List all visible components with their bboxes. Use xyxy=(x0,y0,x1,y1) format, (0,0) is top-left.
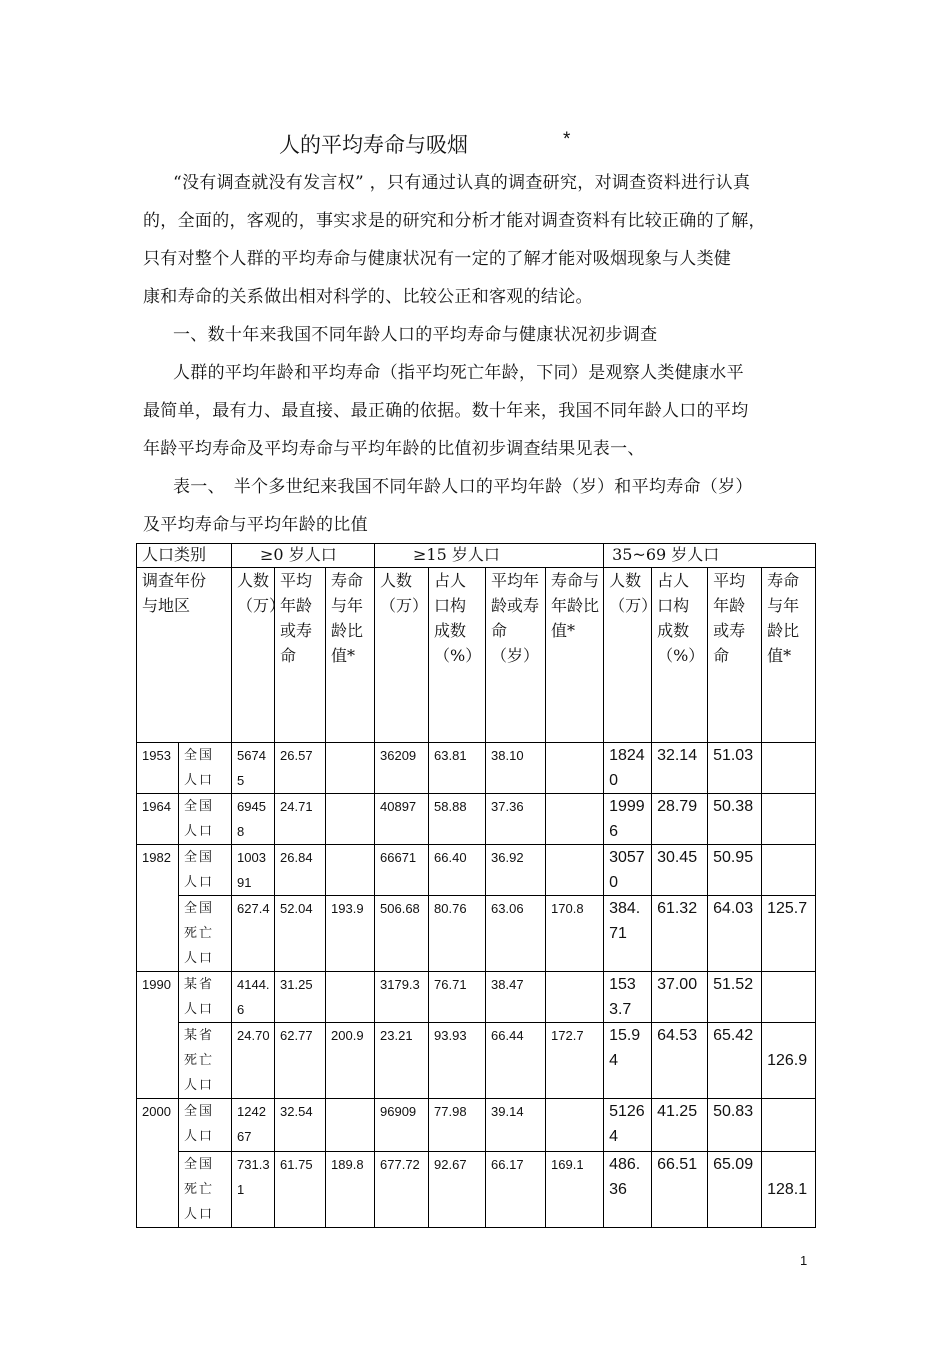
cell: 124267 xyxy=(232,1099,275,1152)
cell: 65.09 xyxy=(708,1152,762,1228)
cell: 61.32 xyxy=(652,896,708,972)
cell: 126.9 xyxy=(762,1023,816,1099)
cell xyxy=(546,972,604,1023)
cell: 170.8 xyxy=(546,896,604,972)
header-g35-ratio: 寿命与年龄比值* xyxy=(762,568,816,743)
header-g35-share: 占人口构成数（%） xyxy=(652,568,708,743)
table-caption xyxy=(143,468,753,544)
cell xyxy=(326,794,375,845)
cell: 200.9 xyxy=(326,1023,375,1099)
cell: 52.04 xyxy=(275,896,326,972)
header-g15-count: 人数（万） xyxy=(375,568,429,743)
header-g15-avg-age: 平均年龄或寿命（岁） xyxy=(486,568,546,743)
cell: 30570 xyxy=(604,845,652,896)
cell: 100391 xyxy=(232,845,275,896)
row-region: 某省死亡人口 xyxy=(179,1023,232,1099)
doc-title: 人的平均寿命与吸烟 xyxy=(279,133,468,157)
cell: 28.79 xyxy=(652,794,708,845)
intro-line-3: 只有对整个人群的平均寿命与健康状况有一定的了解才能对吸烟现象与人类健 xyxy=(143,249,732,269)
cell: 41.25 xyxy=(652,1099,708,1152)
cell xyxy=(762,845,816,896)
header-g0-ratio: 寿命与年龄比值* xyxy=(326,568,375,743)
cell: 26.84 xyxy=(275,845,326,896)
intro-line-1: “没有调查就没有发言权” ，只有通过认真的调查研究，对调查资料进行认真 xyxy=(173,173,751,193)
row-region: 全国人口 xyxy=(179,1099,232,1152)
cell: 172.7 xyxy=(546,1023,604,1099)
table-row xyxy=(137,845,816,896)
table-row xyxy=(137,972,816,1023)
cell: 64.53 xyxy=(652,1023,708,1099)
title-footnote-mark: * xyxy=(563,129,571,150)
table-row xyxy=(137,1152,816,1228)
table-row xyxy=(137,743,816,794)
cell: 39.14 xyxy=(486,1099,546,1152)
cell: 36.92 xyxy=(486,845,546,896)
cell: 66.40 xyxy=(429,845,486,896)
data-table xyxy=(136,543,816,1228)
cell: 31.25 xyxy=(275,972,326,1023)
header-group-35: 35~69 岁人口 xyxy=(604,544,816,568)
table-row xyxy=(137,794,816,845)
cell: 51.52 xyxy=(708,972,762,1023)
cell: 66.51 xyxy=(652,1152,708,1228)
cell xyxy=(326,1099,375,1152)
row-region: 某省人口 xyxy=(179,972,232,1023)
cell: 24.71 xyxy=(275,794,326,845)
body-line-2: 最简单，最有力、最直接、最正确的依据。数十年来，我国不同年龄人口的平均 xyxy=(143,401,749,421)
cell: 51264 xyxy=(604,1099,652,1152)
cell: 64.03 xyxy=(708,896,762,972)
cell: 3179.3 xyxy=(375,972,429,1023)
cell: 58.88 xyxy=(429,794,486,845)
row-year: 1964 xyxy=(137,794,179,845)
cell: 189.8 xyxy=(326,1152,375,1228)
cell: 77.98 xyxy=(429,1099,486,1152)
cell xyxy=(762,1099,816,1152)
header-g0-avg-age: 平均年龄或寿命 xyxy=(275,568,326,743)
cell: 731.31 xyxy=(232,1152,275,1228)
cell: 384.71 xyxy=(604,896,652,972)
cell: 38.47 xyxy=(486,972,546,1023)
cell: 50.83 xyxy=(708,1099,762,1152)
cell: 30.45 xyxy=(652,845,708,896)
cell: 4144.6 xyxy=(232,972,275,1023)
cell: 128.1 xyxy=(762,1152,816,1228)
header-g15-share: 占人口构成数（%） xyxy=(429,568,486,743)
cell: 38.10 xyxy=(486,743,546,794)
table-row xyxy=(137,896,816,972)
cell: 1533.7 xyxy=(604,972,652,1023)
cell: 40897 xyxy=(375,794,429,845)
cell: 76.71 xyxy=(429,972,486,1023)
cell: 125.7 xyxy=(762,896,816,972)
row-year: 1953 xyxy=(137,743,179,794)
cell xyxy=(326,972,375,1023)
cell: 51.03 xyxy=(708,743,762,794)
cell xyxy=(546,743,604,794)
cell: 32.14 xyxy=(652,743,708,794)
cell: 69458 xyxy=(232,794,275,845)
intro-line-4: 康和寿命的关系做出相对科学的、比较公正和客观的结论。 xyxy=(143,287,593,307)
header-g15-ratio: 寿命与年龄比值* xyxy=(546,568,604,743)
header-g35-count: 人数（万） xyxy=(604,568,652,743)
cell: 56745 xyxy=(232,743,275,794)
row-region: 全国人口 xyxy=(179,794,232,845)
table-row xyxy=(137,1023,816,1099)
header-g35-avg-age: 平均年龄或寿命 xyxy=(708,568,762,743)
cell xyxy=(326,845,375,896)
cell: 15.94 xyxy=(604,1023,652,1099)
row-region: 全国人口 xyxy=(179,845,232,896)
cell: 19996 xyxy=(604,794,652,845)
page-number: 1 xyxy=(800,1253,808,1268)
cell: 65.42 xyxy=(708,1023,762,1099)
header-group-15: ≥15 岁人口 xyxy=(375,544,604,568)
cell: 169.1 xyxy=(546,1152,604,1228)
header-group-0: ≥0 岁人口 xyxy=(232,544,375,568)
cell: 63.06 xyxy=(486,896,546,972)
cell: 93.93 xyxy=(429,1023,486,1099)
cell: 80.76 xyxy=(429,896,486,972)
cell: 627.4 xyxy=(232,896,275,972)
body-line-3: 年龄平均寿命及平均寿命与平均年龄的比值初步调查结果见表一、 xyxy=(143,439,645,459)
cell xyxy=(762,743,816,794)
header-category: 人口类别 xyxy=(137,544,232,568)
cell xyxy=(326,743,375,794)
row-year: 1990 xyxy=(137,972,179,1099)
cell: 61.75 xyxy=(275,1152,326,1228)
cell: 193.9 xyxy=(326,896,375,972)
cell xyxy=(762,972,816,1023)
cell: 486.36 xyxy=(604,1152,652,1228)
table-caption-line-2: 及平均寿命与平均年龄的比值 xyxy=(143,515,368,535)
cell: 63.81 xyxy=(429,743,486,794)
cell: 26.57 xyxy=(275,743,326,794)
cell: 24.70 xyxy=(232,1023,275,1099)
cell: 37.36 xyxy=(486,794,546,845)
intro-line-2: 的，全面的，客观的，事实求是的研究和分析才能对调查资料有比较正确的了解， xyxy=(143,211,766,231)
row-year: 2000 xyxy=(137,1099,179,1228)
cell: 32.54 xyxy=(275,1099,326,1152)
header-g0-count: 人数（万） xyxy=(232,568,275,743)
cell: 50.95 xyxy=(708,845,762,896)
cell: 66.17 xyxy=(486,1152,546,1228)
cell: 92.67 xyxy=(429,1152,486,1228)
cell: 37.00 xyxy=(652,972,708,1023)
cell: 66671 xyxy=(375,845,429,896)
cell: 18240 xyxy=(604,743,652,794)
section-heading: 一、数十年来我国不同年龄人口的平均寿命与健康状况初步调查 xyxy=(173,325,658,345)
cell xyxy=(762,794,816,845)
row-year: 1982 xyxy=(137,845,179,972)
cell xyxy=(546,1099,604,1152)
cell: 62.77 xyxy=(275,1023,326,1099)
table-row xyxy=(137,1099,816,1152)
cell: 506.68 xyxy=(375,896,429,972)
cell xyxy=(546,845,604,896)
row-region: 全国死亡人口 xyxy=(179,896,232,972)
body-line-1: 人群的平均年龄和平均寿命（指平均死亡年龄，下同）是观察人类健康水平 xyxy=(173,363,744,383)
cell: 66.44 xyxy=(486,1023,546,1099)
cell: 36209 xyxy=(375,743,429,794)
table-caption-line-1: 表一、 半个多世纪来我国不同年龄人口的平均年龄（岁）和平均寿命（岁） xyxy=(173,477,753,497)
row-region: 全国死亡人口 xyxy=(179,1152,232,1228)
cell: 96909 xyxy=(375,1099,429,1152)
cell: 50.38 xyxy=(708,794,762,845)
header-year-region: 调查年份与地区 xyxy=(137,568,232,743)
cell xyxy=(546,794,604,845)
cell: 677.72 xyxy=(375,1152,429,1228)
cell: 23.21 xyxy=(375,1023,429,1099)
intro-paragraph xyxy=(143,164,766,316)
body-paragraph xyxy=(143,354,749,468)
row-region: 全国人口 xyxy=(179,743,232,794)
